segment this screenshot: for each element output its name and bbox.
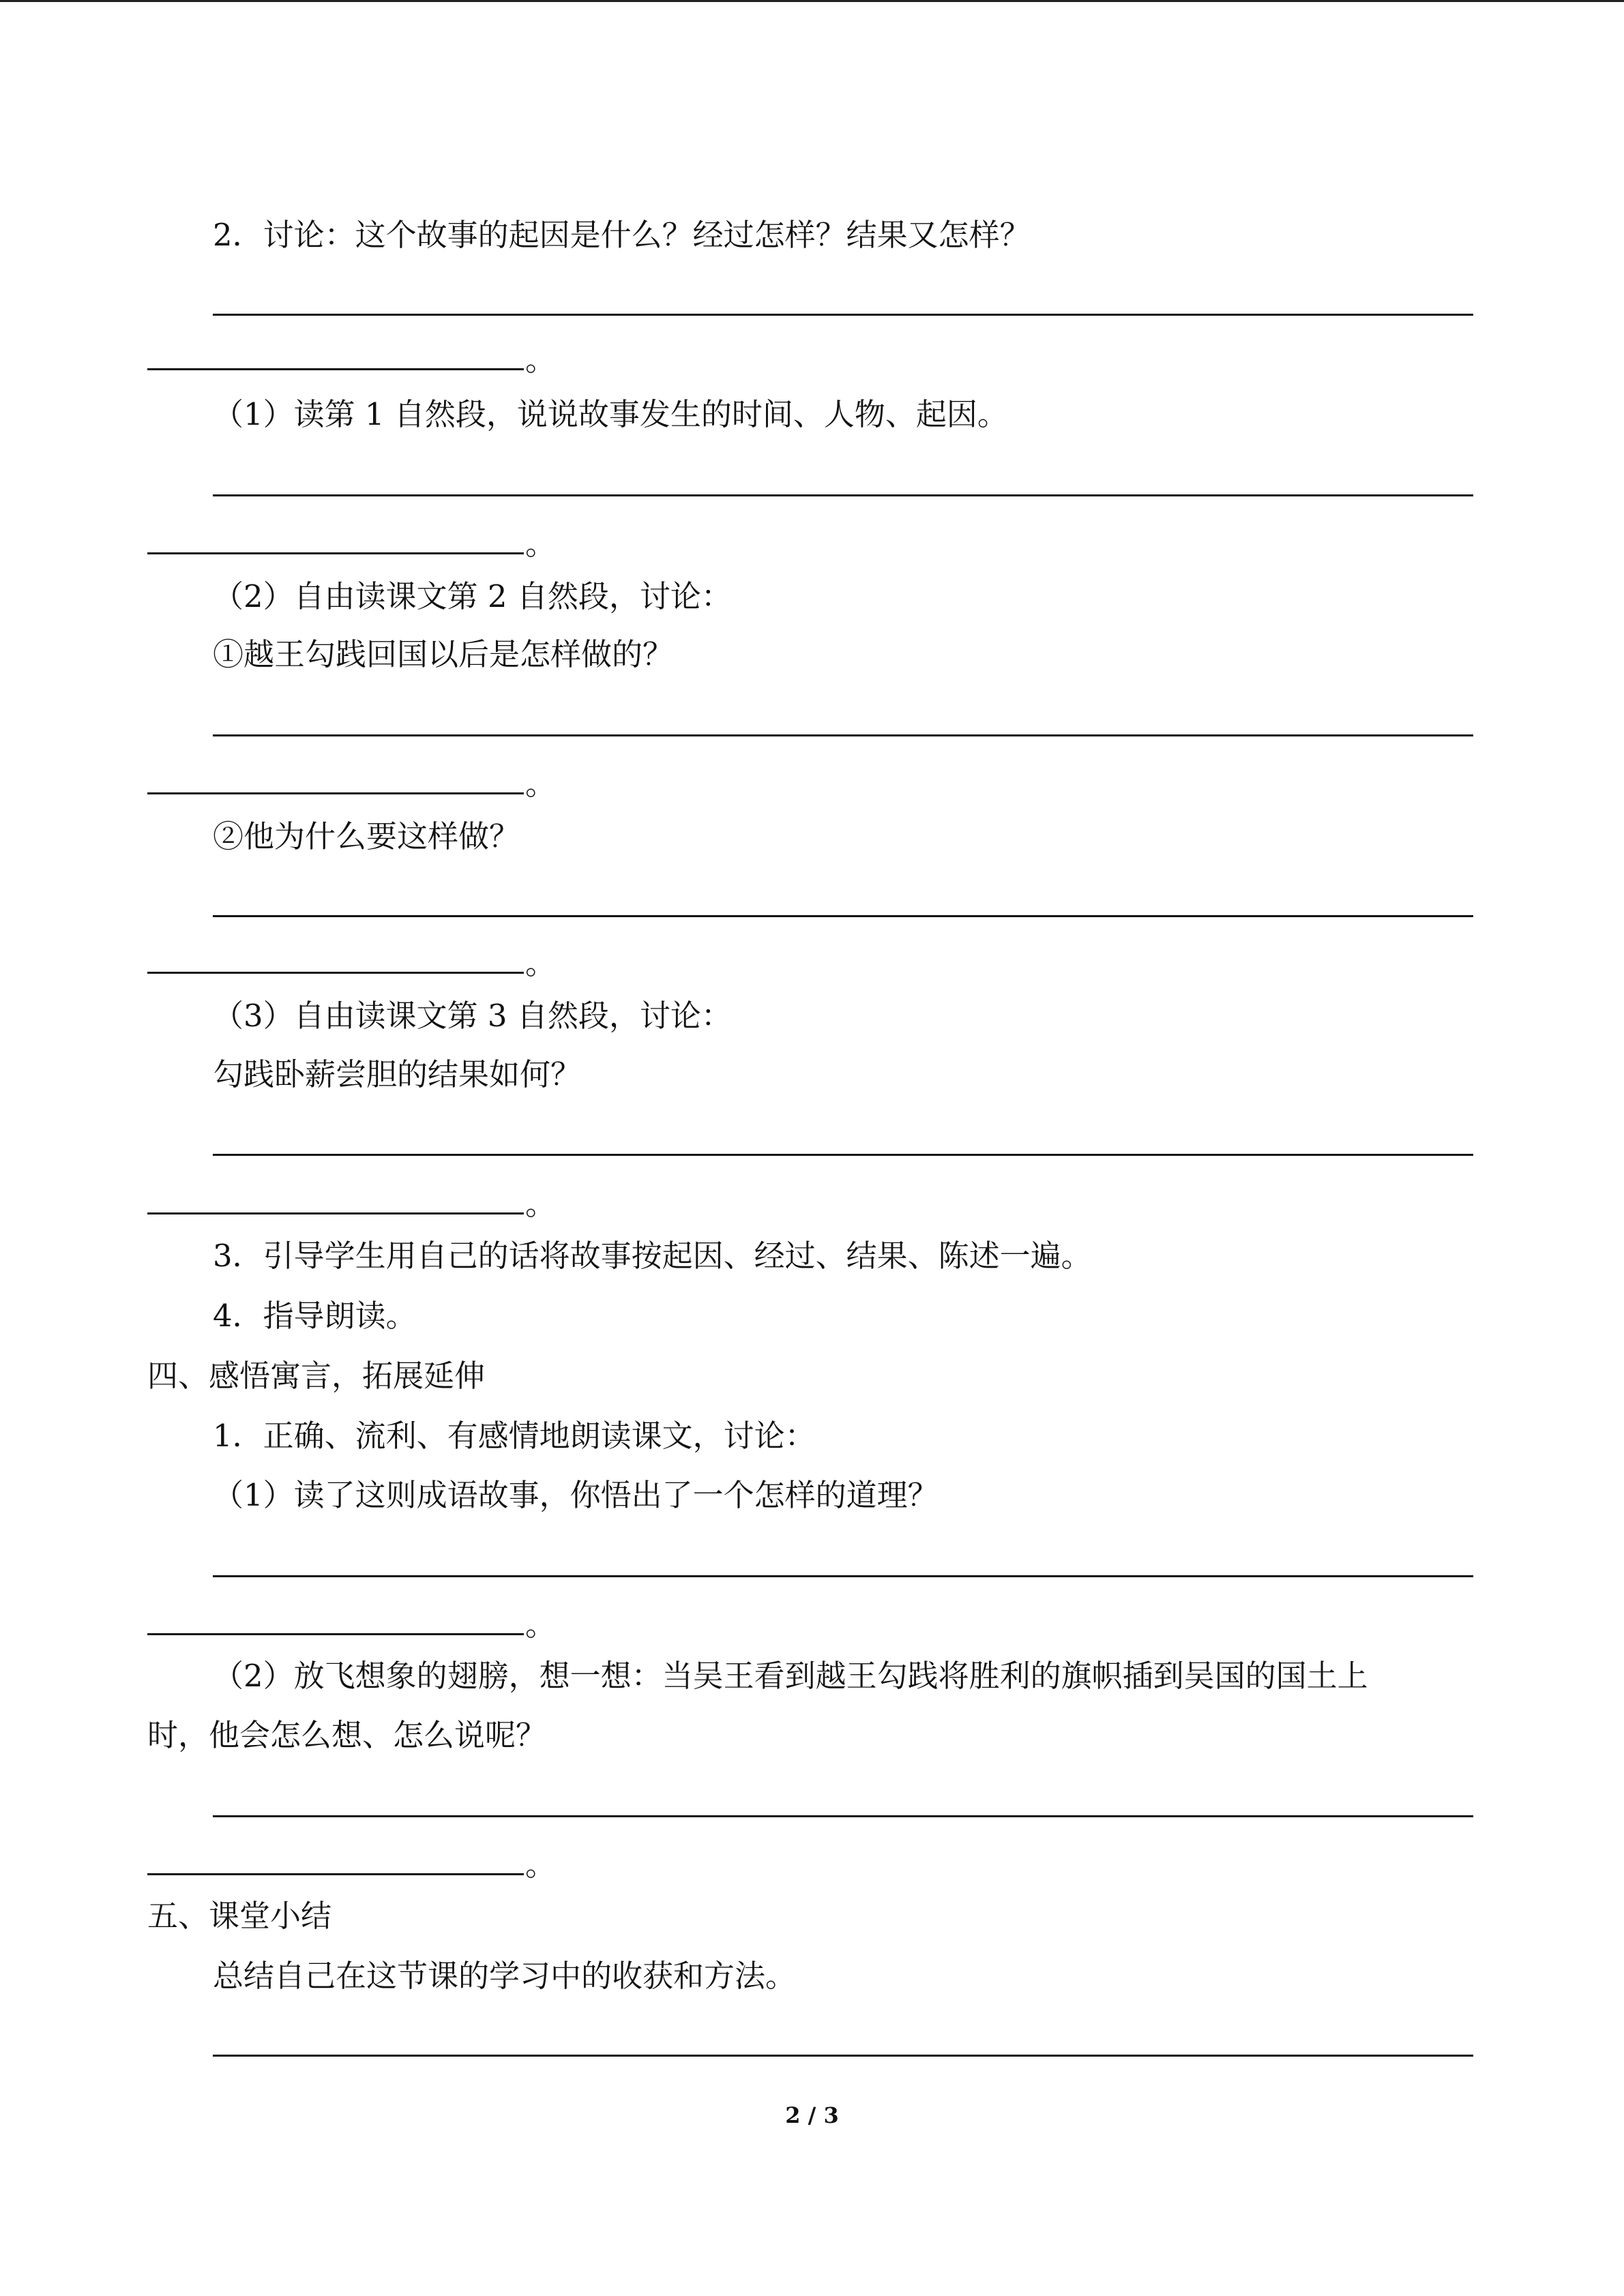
section-4-item-1: 1．正确、流利、有感情地朗读课文，讨论： <box>213 1418 816 1454</box>
question-2-1: （1）读第 1 自然段，说说故事发生的时间、人物、起因。 <box>213 396 1008 432</box>
question-2-3: （3）自由读课文第 3 自然段，讨论： <box>213 998 732 1034</box>
answer-line-s4-2-short[interactable] <box>147 1873 524 1875</box>
answer-line-q2-short[interactable] <box>147 368 524 370</box>
answer-period: 。 <box>525 342 557 378</box>
answer-line-q2-2a-long[interactable] <box>213 734 1473 736</box>
page-number: 2 / 3 <box>785 2102 839 2128</box>
answer-line-q2-2b-short[interactable] <box>147 972 524 974</box>
answer-period: 。 <box>525 766 557 802</box>
answer-line-q2-long[interactable] <box>213 314 1473 316</box>
answer-line-q2-1-short[interactable] <box>147 552 524 554</box>
section-4-question-2-line-2: 时，他会怎么想、怎么说呢？ <box>147 1717 547 1753</box>
answer-period: 。 <box>525 1607 557 1643</box>
answer-line-s4-2-long[interactable] <box>213 1815 1473 1817</box>
section-5-item: 总结自己在这节课的学习中的收获和方法。 <box>213 1958 797 1994</box>
answer-line-q2-3-short[interactable] <box>147 1212 524 1214</box>
question-2-2-a: ①越王勾践回国以后是怎样做的？ <box>213 636 674 672</box>
section-4-question-2-line-1: （2）放飞想象的翅膀，想一想：当吴王看到越王勾践将胜利的旗帜插到吴国的国土上 <box>213 1658 1368 1694</box>
answer-period: 。 <box>525 526 557 562</box>
answer-line-q2-3-long[interactable] <box>213 1154 1473 1156</box>
answer-line-s4-1-short[interactable] <box>147 1633 524 1635</box>
section-5-heading: 五、课堂小结 <box>147 1898 332 1934</box>
question-2-3-a: 勾践卧薪尝胆的结果如何？ <box>213 1056 582 1092</box>
answer-line-q2-2a-short[interactable] <box>147 792 524 794</box>
question-4: 4．指导朗读。 <box>213 1298 417 1334</box>
question-2: 2．讨论：这个故事的起因是什么？经过怎样？结果又怎样？ <box>213 217 1031 253</box>
question-2-2: （2）自由读课文第 2 自然段，讨论： <box>213 578 732 614</box>
answer-period: 。 <box>525 1847 557 1883</box>
answer-period: 。 <box>525 945 557 981</box>
answer-period: 。 <box>525 1186 557 1222</box>
section-4-heading: 四、感悟寓言，拓展延伸 <box>147 1358 486 1394</box>
answer-line-q2-2b-long[interactable] <box>213 915 1473 917</box>
question-3: 3．引导学生用自己的话将故事按起因、经过、结果、陈述一遍。 <box>213 1238 1092 1274</box>
answer-line-s4-1-long[interactable] <box>213 1575 1473 1577</box>
question-2-2-b: ②他为什么要这样做？ <box>213 818 520 854</box>
section-4-question-1: （1）读了这则成语故事，你悟出了一个怎样的道理？ <box>213 1477 939 1513</box>
answer-line-q2-1-long[interactable] <box>213 494 1473 496</box>
answer-line-s5-long[interactable] <box>213 2055 1473 2057</box>
